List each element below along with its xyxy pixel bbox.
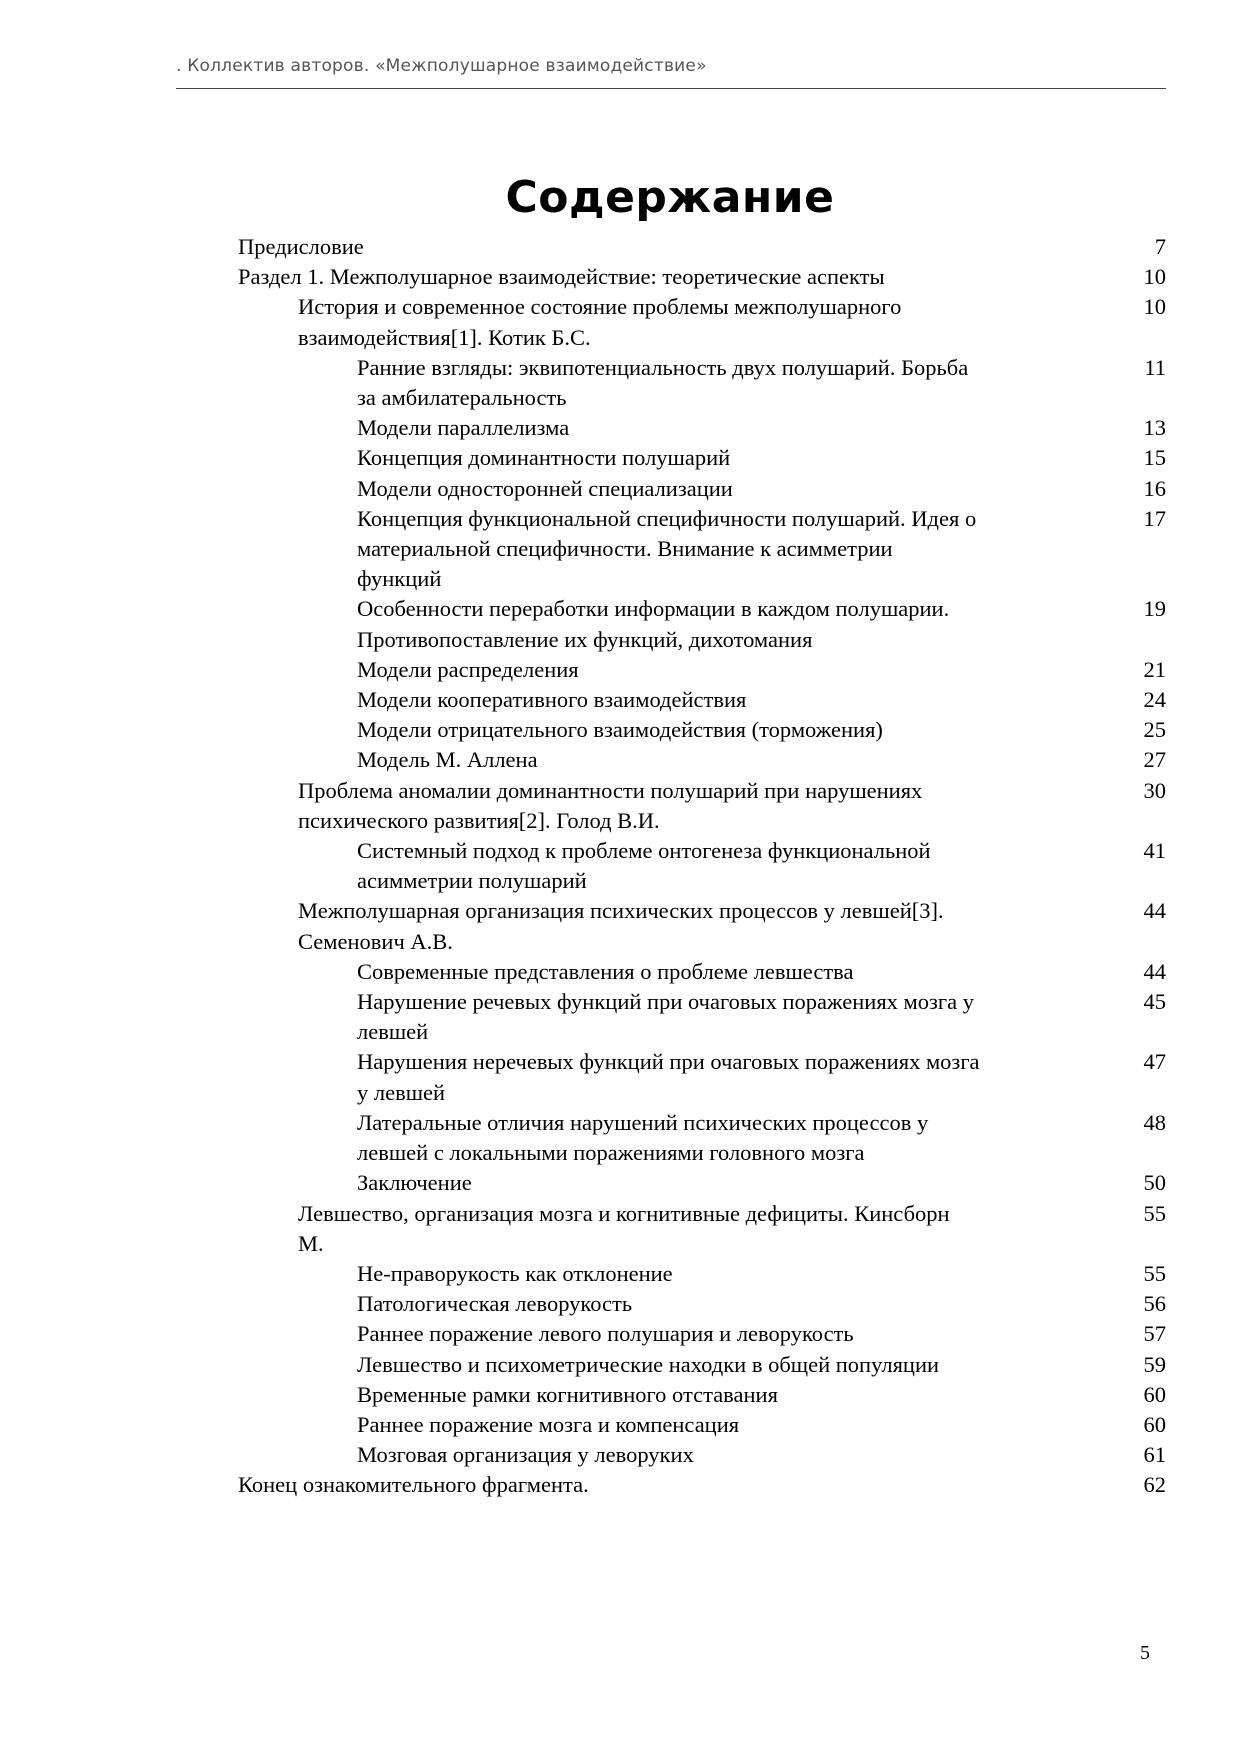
toc-entry[interactable] [238,232,1166,262]
toc-entry-title: Раннее поражение мозга и компенсация [357,1411,740,1437]
toc-entry-page: 13 [1143,415,1166,441]
toc-entry-title: Раздел 1. Межполушарное взаимодействие: теоретические аспекты [238,264,885,290]
toc-entry[interactable] [238,1289,1166,1319]
toc-entry-page: 60 [1143,1381,1166,1407]
toc-entry-title: Концепция функциональной специфичности полушарий. Идея о материальной специфичности. Внимание к асимметрии функций [357,505,977,592]
toc-entry[interactable] [238,776,1166,836]
toc-entry[interactable] [238,987,1166,1047]
toc-entry[interactable] [238,836,1166,896]
toc-entry-page: 62 [1143,1472,1166,1498]
toc-entry-page: 60 [1143,1411,1166,1437]
toc-entry-page: 10 [1143,264,1166,290]
toc-entry-title: Мозговая организация у леворуких [357,1442,694,1468]
header-divider [176,88,1166,89]
toc-entry[interactable] [238,1047,1166,1107]
toc-entry-page: 59 [1143,1351,1166,1377]
toc-entry-title: Предисловие [238,234,364,259]
toc-entry-title: Временные рамки когнитивного отставания [357,1381,778,1407]
toc-entry-title: Модели параллелизма [357,415,570,441]
toc-entry[interactable] [238,504,1166,595]
toc-entry[interactable] [238,292,1166,352]
toc-entry-title: Латеральные отличия нарушений психических процессов у левшей с локальными поражениями головного мозга [357,1109,929,1166]
toc-entry-page: 55 [1143,1260,1166,1286]
toc-entry-title: Модель М. Аллена [357,747,538,773]
toc-entry[interactable] [238,896,1166,956]
toc-entry-page: 15 [1143,445,1166,471]
running-header: . Коллектив авторов. «Межполушарное взаимодействие» [176,56,707,76]
toc-entry-title: Проблема аномалии доминантности полушарий при нарушениях психического развития[2]. Голод В.И. [298,777,923,833]
toc-entry-title: Модели кооперативного взаимодействия [357,687,747,713]
toc-entry-title: Ранние взгляды: эквипотенциальность двух полушарий. Борьба за амбилатеральность [357,354,969,411]
toc-entry-page: 21 [1143,656,1166,682]
toc-entry-page: 44 [1143,898,1166,924]
toc-entry-title: Современные представления о проблеме левшества [357,958,854,984]
toc-entry-title: Заключение [357,1170,472,1196]
toc-entry-page: 47 [1143,1049,1166,1075]
toc-entry-page: 55 [1143,1200,1166,1226]
toc-entry[interactable] [238,1199,1166,1259]
toc-entry-page: 17 [1143,505,1166,531]
toc-entry-page: 44 [1143,958,1166,984]
toc-entry-page: 57 [1143,1321,1166,1347]
toc-entry[interactable] [238,262,1166,292]
toc-entry[interactable] [238,1108,1166,1168]
toc-entry[interactable] [238,715,1166,745]
toc-entry-title: Не-праворукость как отклонение [357,1260,673,1286]
toc-entry-page: 48 [1143,1109,1166,1135]
toc-entry-page: 30 [1143,777,1166,803]
toc-entry[interactable] [238,957,1166,987]
toc-entry-page: 24 [1143,687,1166,713]
toc-entry[interactable] [238,1259,1166,1289]
toc-entry-page: 19 [1143,596,1166,622]
toc-entry-page: 56 [1143,1291,1166,1317]
toc-entry-title: Нарушения неречевых функций при очаговых поражениях мозга у левшей [357,1049,980,1105]
toc-entry[interactable] [238,1440,1166,1470]
toc-entry[interactable] [238,474,1166,504]
toc-entry[interactable] [238,685,1166,715]
toc-entry-page: 10 [1143,294,1166,320]
toc-entry-page: 41 [1143,838,1166,864]
toc-entry[interactable] [238,1168,1166,1198]
page-number: 5 [1140,1642,1150,1664]
toc-entry-page: 27 [1143,747,1166,773]
toc-entry[interactable] [238,1319,1166,1349]
toc-entry-title: История и современное состояние проблемы межполушарного взаимодействия[1]. Котик Б.С. [298,294,902,350]
toc-entry-page: 61 [1143,1442,1166,1468]
toc-entry-title: Системный подход к проблеме онтогенеза функциональной асимметрии полушарий [357,838,931,894]
toc-entry[interactable] [238,655,1166,685]
toc-entry-title: Конец ознакомительного фрагмента. [238,1472,589,1498]
toc-entry-title: Левшество, организация мозга и когнитивные дефициты. Кинсборн М. [298,1200,950,1256]
toc-entry[interactable] [238,353,1166,413]
page-title: Содержание [505,172,835,224]
toc-entry-title: Модели распределения [357,656,579,682]
toc-entry[interactable] [238,413,1166,443]
table-of-contents [238,232,1166,1501]
toc-entry-page: 50 [1143,1170,1166,1196]
toc-entry-title: Левшество и психометрические находки в общей популяции [357,1351,940,1377]
toc-entry-title: Раннее поражение левого полушария и леворукость [357,1321,854,1347]
toc-entry[interactable] [238,1350,1166,1380]
toc-entry[interactable] [238,1470,1166,1500]
toc-entry[interactable] [238,594,1166,654]
toc-entry-title: Межполушарная организация психических процессов у левшей[3]. Семенович А.В. [298,898,944,954]
toc-entry[interactable] [238,443,1166,473]
toc-entry[interactable] [238,1410,1166,1440]
toc-entry-title: Особенности переработки информации в каждом полушарии. Противопоставление их функций, дихотомания [357,596,950,652]
toc-entry-page: 7 [1154,234,1166,259]
toc-entry-title: Нарушение речевых функций при очаговых поражениях мозга у левшей [357,989,975,1045]
toc-entry-title: Патологическая леворукость [357,1291,633,1317]
toc-entry-page: 16 [1143,475,1166,501]
toc-entry-title: Модели односторонней специализации [357,475,733,501]
toc-entry-page: 11 [1144,354,1166,380]
toc-entry-title: Модели отрицательного взаимодействия (торможения) [357,717,883,743]
toc-entry-page: 45 [1143,989,1166,1015]
toc-entry[interactable] [238,1380,1166,1410]
toc-entry-page: 25 [1143,717,1166,743]
toc-entry[interactable] [238,745,1166,775]
toc-entry-title: Концепция доминантности полушарий [357,445,731,471]
